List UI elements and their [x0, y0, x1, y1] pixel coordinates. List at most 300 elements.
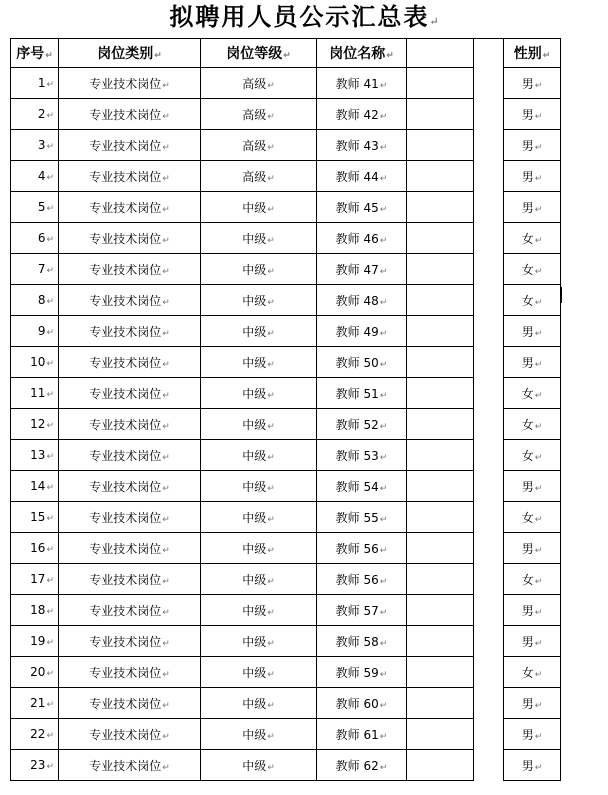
cell-name: 教师 50↵	[317, 347, 407, 378]
cell-gap	[474, 440, 504, 471]
cell-grade: 中级↵	[201, 719, 317, 750]
cell-blank	[407, 161, 474, 192]
table-row	[11, 409, 561, 440]
cell-grade: 中级↵	[201, 254, 317, 285]
header-no: 序号↵	[11, 39, 59, 68]
cell-sex: 男↵	[504, 719, 561, 750]
personnel-table	[10, 38, 561, 781]
paragraph-mark-icon: ↵	[267, 173, 275, 184]
paragraph-mark-icon: ↵	[267, 80, 275, 91]
table-row	[11, 130, 561, 161]
cell-no: 19↵	[11, 626, 59, 657]
cell-type: 专业技术岗位↵	[59, 502, 201, 533]
paragraph-mark-icon: ↵	[46, 545, 54, 555]
cell-blank	[407, 688, 474, 719]
paragraph-mark-icon: ↵	[162, 483, 170, 494]
cell-blank	[407, 502, 474, 533]
paragraph-mark-icon: ↵	[267, 359, 275, 370]
cell-sex: 女↵	[504, 254, 561, 285]
cell-blank	[407, 285, 474, 316]
cell-gap	[474, 192, 504, 223]
paragraph-mark-icon: ↵	[534, 762, 543, 773]
paragraph-mark-icon: ↵	[379, 80, 388, 91]
cell-blank	[407, 471, 474, 502]
cell-type: 专业技术岗位↵	[59, 68, 201, 99]
table-row	[11, 657, 561, 688]
paragraph-mark-icon: ↵	[162, 173, 170, 184]
cell-no: 5↵	[11, 192, 59, 223]
paragraph-mark-icon: ↵	[379, 297, 388, 308]
paragraph-mark-icon: ↵	[46, 638, 54, 648]
cell-type: 专业技术岗位↵	[59, 564, 201, 595]
table-row	[11, 533, 561, 564]
cell-no: 17↵	[11, 564, 59, 595]
cell-type: 专业技术岗位↵	[59, 409, 201, 440]
paragraph-mark-icon: ↵	[379, 514, 388, 525]
cell-blank	[407, 750, 474, 781]
cell-type: 专业技术岗位↵	[59, 316, 201, 347]
cell-no: 6↵	[11, 223, 59, 254]
cell-sex: 男↵	[504, 688, 561, 719]
cell-type: 专业技术岗位↵	[59, 533, 201, 564]
paragraph-mark-icon: ↵	[267, 111, 275, 122]
paragraph-mark-icon: ↵	[379, 545, 388, 556]
paragraph-mark-icon: ↵	[46, 359, 54, 369]
cell-blank	[407, 68, 474, 99]
paragraph-mark-icon: ↵	[379, 111, 388, 122]
paragraph-mark-icon: ↵	[534, 700, 543, 711]
paragraph-mark-icon: ↵	[379, 700, 388, 711]
cell-blank	[407, 564, 474, 595]
cell-no: 22↵	[11, 719, 59, 750]
cell-grade: 中级↵	[201, 409, 317, 440]
paragraph-mark-icon: ↵	[267, 235, 275, 246]
cell-no: 20↵	[11, 657, 59, 688]
table-row	[11, 750, 561, 781]
cell-blank	[407, 316, 474, 347]
paragraph-mark-icon: ↵	[162, 514, 170, 525]
cell-gap	[474, 564, 504, 595]
table-row	[11, 285, 561, 316]
paragraph-mark-icon: ↵	[379, 731, 388, 742]
paragraph-mark-icon: ↵	[379, 576, 388, 587]
table-row	[11, 719, 561, 750]
cell-name: 教师 52↵	[317, 409, 407, 440]
paragraph-mark-icon: ↵	[267, 514, 275, 525]
cell-no: 10↵	[11, 347, 59, 378]
paragraph-mark-icon: ↵	[162, 359, 170, 370]
cell-gap	[474, 347, 504, 378]
paragraph-mark-icon: ↵	[534, 421, 543, 432]
cell-sex: 女↵	[504, 285, 561, 316]
paragraph-mark-icon: ↵	[534, 328, 543, 339]
cell-type: 专业技术岗位↵	[59, 378, 201, 409]
paragraph-mark-icon: ↵	[534, 545, 543, 556]
cell-gap	[474, 409, 504, 440]
paragraph-mark-icon: ↵	[46, 266, 54, 276]
paragraph-mark-icon: ↵	[379, 607, 388, 618]
cell-grade: 中级↵	[201, 750, 317, 781]
cell-sex: 男↵	[504, 192, 561, 223]
cell-sex: 女↵	[504, 564, 561, 595]
table-row	[11, 595, 561, 626]
personnel-table-wrapper	[10, 38, 560, 781]
cell-grade: 中级↵	[201, 657, 317, 688]
table-row	[11, 440, 561, 471]
paragraph-mark-icon: ↵	[46, 483, 54, 493]
cell-grade: 高级↵	[201, 68, 317, 99]
cell-name: 教师 42↵	[317, 99, 407, 130]
cell-name: 教师 57↵	[317, 595, 407, 626]
cell-grade: 中级↵	[201, 347, 317, 378]
cell-type: 专业技术岗位↵	[59, 750, 201, 781]
paragraph-mark-icon: ↵	[267, 452, 275, 463]
cell-name: 教师 47↵	[317, 254, 407, 285]
cell-blank	[407, 657, 474, 688]
cell-type: 专业技术岗位↵	[59, 595, 201, 626]
cell-no: 18↵	[11, 595, 59, 626]
document-title-text: 拟聘用人员公示汇总表	[169, 2, 430, 31]
header-grade: 岗位等级↵	[201, 39, 317, 68]
cell-grade: 中级↵	[201, 285, 317, 316]
cell-gap	[474, 254, 504, 285]
cell-gap	[474, 657, 504, 688]
paragraph-mark-icon: ↵	[46, 762, 54, 772]
cell-no: 14↵	[11, 471, 59, 502]
cell-gap	[474, 626, 504, 657]
paragraph-mark-icon: ↵	[46, 111, 54, 121]
cell-grade: 高级↵	[201, 161, 317, 192]
paragraph-mark-icon: ↵	[162, 452, 170, 463]
cell-grade: 中级↵	[201, 192, 317, 223]
paragraph-mark-icon: ↵	[162, 328, 170, 339]
cell-sex: 男↵	[504, 595, 561, 626]
paragraph-mark-icon: ↵	[379, 452, 388, 463]
paragraph-mark-icon: ↵	[534, 266, 543, 277]
paragraph-mark-icon: ↵	[379, 638, 388, 649]
paragraph-mark-icon: ↵	[46, 700, 54, 710]
paragraph-mark-icon: ↵	[534, 204, 543, 215]
paragraph-mark-icon: ↵	[162, 638, 170, 649]
paragraph-mark-icon: ↵	[379, 204, 388, 215]
paragraph-mark-icon: ↵	[162, 421, 170, 432]
cell-no: 3↵	[11, 130, 59, 161]
paragraph-mark-icon: ↵	[267, 266, 275, 277]
paragraph-mark-icon: ↵	[46, 80, 54, 90]
paragraph-mark-icon: ↵	[267, 607, 275, 618]
cell-type: 专业技术岗位↵	[59, 471, 201, 502]
cell-gap	[474, 595, 504, 626]
paragraph-mark-icon: ↵	[379, 669, 388, 680]
paragraph-mark-icon: ↵	[379, 328, 388, 339]
cell-name: 教师 55↵	[317, 502, 407, 533]
cell-name: 教师 41↵	[317, 68, 407, 99]
cell-name: 教师 60↵	[317, 688, 407, 719]
cell-name: 教师 49↵	[317, 316, 407, 347]
cell-gap	[474, 719, 504, 750]
cell-blank	[407, 409, 474, 440]
cell-gap	[474, 533, 504, 564]
paragraph-mark-icon: ↵	[379, 235, 388, 246]
paragraph-mark-icon: ↵	[534, 111, 543, 122]
table-row	[11, 316, 561, 347]
paragraph-mark-icon: ↵	[162, 142, 170, 153]
cell-grade: 中级↵	[201, 471, 317, 502]
paragraph-mark-icon: ↵	[267, 576, 275, 587]
table-body	[11, 68, 561, 781]
cell-name: 教师 61↵	[317, 719, 407, 750]
paragraph-mark-icon: ↵	[379, 142, 388, 153]
cell-sex: 男↵	[504, 68, 561, 99]
paragraph-mark-icon: ↵	[534, 576, 543, 587]
paragraph-mark-icon: ↵	[534, 235, 543, 246]
cell-sex: 男↵	[504, 750, 561, 781]
paragraph-mark-icon: ↵	[162, 669, 170, 680]
paragraph-mark-icon: ↵	[162, 607, 170, 618]
paragraph-mark-icon: ↵	[534, 607, 543, 618]
cell-gap	[474, 316, 504, 347]
paragraph-mark-icon: ↵	[46, 452, 54, 462]
cell-name: 教师 46↵	[317, 223, 407, 254]
cell-type: 专业技术岗位↵	[59, 626, 201, 657]
paragraph-mark-icon: ↵	[534, 452, 543, 463]
paragraph-mark-icon: ↵	[46, 235, 54, 245]
paragraph-mark-icon: ↵	[46, 328, 54, 338]
cell-grade: 中级↵	[201, 223, 317, 254]
paragraph-mark-icon: ↵	[162, 545, 170, 556]
table-row	[11, 471, 561, 502]
table-row	[11, 564, 561, 595]
paragraph-mark-icon: ↵	[46, 173, 54, 183]
cell-type: 专业技术岗位↵	[59, 440, 201, 471]
cell-grade: 中级↵	[201, 316, 317, 347]
paragraph-mark-icon: ↵	[534, 390, 543, 401]
header-blank	[407, 39, 474, 68]
cell-grade: 中级↵	[201, 688, 317, 719]
paragraph-mark-icon: ↵	[162, 80, 170, 91]
paragraph-mark-icon: ↵	[267, 328, 275, 339]
paragraph-mark-icon: ↵	[534, 483, 543, 494]
cell-sex: 男↵	[504, 161, 561, 192]
paragraph-mark-icon: ↵	[46, 421, 54, 431]
paragraph-mark-icon: ↵	[379, 483, 388, 494]
paragraph-mark-icon: ↵	[534, 731, 543, 742]
cell-type: 专业技术岗位↵	[59, 161, 201, 192]
paragraph-mark-icon: ↵	[46, 669, 54, 679]
table-row	[11, 68, 561, 99]
cell-type: 专业技术岗位↵	[59, 223, 201, 254]
cell-no: 9↵	[11, 316, 59, 347]
paragraph-mark-icon: ↵	[162, 204, 170, 215]
paragraph-mark-icon: ↵	[267, 762, 275, 773]
cell-sex: 男↵	[504, 533, 561, 564]
cell-blank	[407, 347, 474, 378]
cell-blank	[407, 130, 474, 161]
header-sex: 性别↵	[504, 39, 561, 68]
cell-name: 教师 48↵	[317, 285, 407, 316]
paragraph-mark-icon: ↵	[162, 235, 170, 246]
paragraph-mark-icon: ↵	[46, 142, 54, 152]
paragraph-mark-icon: ↵	[162, 576, 170, 587]
cell-name: 教师 58↵	[317, 626, 407, 657]
cell-no: 2↵	[11, 99, 59, 130]
paragraph-mark-icon: ↵	[534, 638, 543, 649]
cell-blank	[407, 533, 474, 564]
paragraph-mark-icon: ↵	[162, 111, 170, 122]
paragraph-mark-icon: ↵	[46, 204, 54, 214]
table-row	[11, 99, 561, 130]
cell-gap	[474, 285, 504, 316]
cell-no: 16↵	[11, 533, 59, 564]
paragraph-mark-icon: ↵	[267, 390, 275, 401]
cell-sex: 男↵	[504, 471, 561, 502]
paragraph-mark-icon: ↵	[46, 514, 54, 524]
paragraph-mark-icon: ↵	[379, 359, 388, 370]
cell-no: 8↵	[11, 285, 59, 316]
cell-type: 专业技术岗位↵	[59, 688, 201, 719]
cell-sex: 女↵	[504, 378, 561, 409]
paragraph-mark-icon: ↵	[267, 142, 275, 153]
cell-sex: 男↵	[504, 99, 561, 130]
cell-name: 教师 56↵	[317, 533, 407, 564]
paragraph-mark-icon: ↵	[534, 514, 543, 525]
paragraph-mark-icon: ↵	[534, 142, 543, 153]
cell-no: 13↵	[11, 440, 59, 471]
paragraph-mark-icon: ↵	[379, 173, 388, 184]
paragraph-mark-icon: ↵	[534, 297, 543, 308]
cell-no: 7↵	[11, 254, 59, 285]
cell-name: 教师 62↵	[317, 750, 407, 781]
paragraph-mark-icon: ↵	[429, 15, 439, 28]
paragraph-mark-icon: ↵	[267, 638, 275, 649]
cell-type: 专业技术岗位↵	[59, 719, 201, 750]
paragraph-mark-icon: ↵	[162, 266, 170, 277]
paragraph-mark-icon: ↵	[379, 421, 388, 432]
cell-sex: 女↵	[504, 502, 561, 533]
paragraph-mark-icon: ↵	[267, 545, 275, 556]
cell-sex: 男↵	[504, 347, 561, 378]
table-row	[11, 502, 561, 533]
table-row	[11, 347, 561, 378]
cell-sex: 女↵	[504, 657, 561, 688]
paragraph-mark-icon: ↵	[46, 731, 54, 741]
table-row	[11, 378, 561, 409]
cell-grade: 中级↵	[201, 533, 317, 564]
cell-gap	[474, 223, 504, 254]
paragraph-mark-icon: ↵	[267, 669, 275, 680]
header-name: 岗位名称↵	[317, 39, 407, 68]
cell-sex: 男↵	[504, 626, 561, 657]
paragraph-mark-icon: ↵	[46, 607, 54, 617]
paragraph-mark-icon: ↵	[162, 700, 170, 711]
cell-no: 1↵	[11, 68, 59, 99]
document-title	[0, 2, 608, 37]
cell-sex: 女↵	[504, 223, 561, 254]
table-row	[11, 223, 561, 254]
cell-gap	[474, 130, 504, 161]
cell-blank	[407, 626, 474, 657]
cell-no: 23↵	[11, 750, 59, 781]
paragraph-mark-icon: ↵	[46, 390, 54, 400]
cell-type: 专业技术岗位↵	[59, 347, 201, 378]
paragraph-mark-icon: ↵	[267, 297, 275, 308]
cell-blank	[407, 440, 474, 471]
cell-gap	[474, 68, 504, 99]
cell-gap	[474, 750, 504, 781]
paragraph-mark-icon: ↵	[267, 421, 275, 432]
cell-sex: 女↵	[504, 440, 561, 471]
cell-blank	[407, 99, 474, 130]
cell-name: 教师 51↵	[317, 378, 407, 409]
paragraph-mark-icon: ↵	[534, 173, 543, 184]
text-cursor-icon	[560, 287, 562, 303]
cell-gap	[474, 502, 504, 533]
cell-grade: 中级↵	[201, 440, 317, 471]
header-type: 岗位类别↵	[59, 39, 201, 68]
cell-blank	[407, 378, 474, 409]
cell-grade: 中级↵	[201, 502, 317, 533]
table-row	[11, 688, 561, 719]
cell-name: 教师 54↵	[317, 471, 407, 502]
cell-name: 教师 53↵	[317, 440, 407, 471]
cell-name: 教师 59↵	[317, 657, 407, 688]
cell-grade: 中级↵	[201, 378, 317, 409]
paragraph-mark-icon: ↵	[162, 731, 170, 742]
paragraph-mark-icon: ↵	[46, 576, 54, 586]
cell-no: 12↵	[11, 409, 59, 440]
cell-no: 21↵	[11, 688, 59, 719]
paragraph-mark-icon: ↵	[267, 731, 275, 742]
table-row	[11, 161, 561, 192]
paragraph-mark-icon: ↵	[162, 390, 170, 401]
cell-grade: 中级↵	[201, 626, 317, 657]
cell-type: 专业技术岗位↵	[59, 99, 201, 130]
cell-grade: 高级↵	[201, 130, 317, 161]
paragraph-mark-icon: ↵	[162, 297, 170, 308]
cell-blank	[407, 595, 474, 626]
cell-name: 教师 44↵	[317, 161, 407, 192]
cell-grade: 高级↵	[201, 99, 317, 130]
paragraph-mark-icon: ↵	[379, 390, 388, 401]
paragraph-mark-icon: ↵	[534, 80, 543, 91]
cell-blank	[407, 254, 474, 285]
cell-sex: 男↵	[504, 130, 561, 161]
paragraph-mark-icon: ↵	[162, 762, 170, 773]
cell-gap	[474, 161, 504, 192]
table-header-row	[11, 39, 561, 68]
paragraph-mark-icon: ↵	[534, 359, 543, 370]
table-row	[11, 254, 561, 285]
cell-name: 教师 43↵	[317, 130, 407, 161]
cell-blank	[407, 192, 474, 223]
cell-sex: 男↵	[504, 316, 561, 347]
cell-type: 专业技术岗位↵	[59, 130, 201, 161]
cell-gap	[474, 378, 504, 409]
table-row	[11, 192, 561, 223]
cell-type: 专业技术岗位↵	[59, 192, 201, 223]
paragraph-mark-icon: ↵	[534, 669, 543, 680]
cell-type: 专业技术岗位↵	[59, 254, 201, 285]
cell-name: 教师 45↵	[317, 192, 407, 223]
paragraph-mark-icon: ↵	[379, 266, 388, 277]
cell-blank	[407, 223, 474, 254]
cell-no: 4↵	[11, 161, 59, 192]
table-row	[11, 626, 561, 657]
cell-type: 专业技术岗位↵	[59, 285, 201, 316]
cell-grade: 中级↵	[201, 564, 317, 595]
cell-gap	[474, 471, 504, 502]
cell-no: 15↵	[11, 502, 59, 533]
